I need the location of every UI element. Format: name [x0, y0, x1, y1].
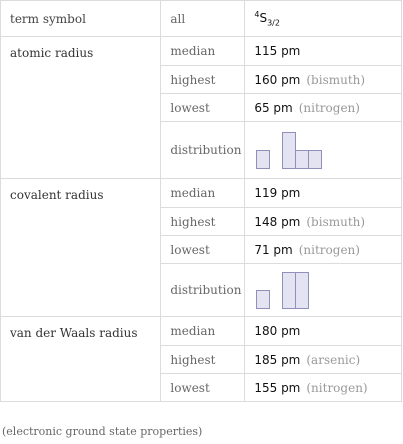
covalent-highest-note: (bismuth) [306, 214, 366, 229]
covalent-highest-label: highest [161, 208, 245, 236]
footer-note: (electronic ground state properties) [2, 425, 203, 438]
atomic-lowest-note: (nitrogen) [298, 100, 360, 115]
covalent-lowest-label: lowest [161, 236, 245, 264]
atomic-distribution-label: distribution [161, 122, 245, 179]
term-symbol-label: term symbol [1, 1, 161, 37]
atomic-lowest-label: lowest [161, 94, 245, 122]
vdw-lowest-cell [245, 374, 402, 402]
covalent-distribution-label: distribution [161, 264, 245, 317]
atomic-histogram-bar [296, 151, 309, 169]
vdw-lowest-label: lowest [161, 374, 245, 402]
covalent-median-value: 119 pm [245, 179, 402, 208]
vdw-lowest-value: 155 pm [254, 380, 301, 395]
atomic-lowest-value: 65 pm [254, 100, 293, 115]
orbital-letter: S [259, 10, 268, 25]
covalent-distribution-cell [245, 264, 402, 317]
multiplicity: 4 [254, 9, 260, 19]
atomic-lowest-cell [245, 94, 402, 122]
atomic-radius-label: atomic radius [1, 37, 161, 179]
atomic-histogram-bar [283, 133, 296, 169]
atomic-distribution-cell [245, 122, 402, 179]
atomic-median-row [1, 37, 402, 66]
covalent-median-row [1, 179, 402, 208]
vdw-highest-cell [245, 346, 402, 374]
vdw-median-label: median [161, 317, 245, 346]
atomic-highest-label: highest [161, 66, 245, 94]
header-row [1, 1, 402, 37]
covalent-distribution-histogram [254, 270, 334, 310]
term-symbol-value [245, 1, 402, 37]
covalent-histogram-bar [283, 273, 296, 309]
vdw-median-row [1, 317, 402, 346]
covalent-median-label: median [161, 179, 245, 208]
covalent-lowest-cell [245, 236, 402, 264]
atomic-highest-value: 160 pm [254, 72, 301, 87]
atomic-median-value: 115 pm [245, 37, 402, 66]
covalent-highest-cell [245, 208, 402, 236]
covalent-histogram-bar [257, 291, 270, 309]
vdw-highest-note: (arsenic) [306, 352, 361, 367]
covalent-histogram-bar [296, 273, 309, 309]
vdw-highest-value: 185 pm [254, 352, 301, 367]
covalent-lowest-note: (nitrogen) [298, 242, 360, 257]
atomic-highest-note: (bismuth) [306, 72, 366, 87]
atomic-histogram-bar [257, 151, 270, 169]
atomic-distribution-histogram [254, 130, 334, 170]
covalent-lowest-value: 71 pm [254, 242, 293, 257]
all-label: all [161, 1, 245, 37]
atomic-highest-cell [245, 66, 402, 94]
vdw-radius-label: van der Waals radius [1, 317, 161, 402]
j-value: 3/2 [267, 18, 280, 28]
vdw-highest-label: highest [161, 346, 245, 374]
vdw-median-value: 180 pm [245, 317, 402, 346]
covalent-radius-label: covalent radius [1, 179, 161, 317]
covalent-highest-value: 148 pm [254, 214, 301, 229]
vdw-lowest-note: (nitrogen) [306, 380, 368, 395]
atomic-histogram-bar [309, 151, 322, 169]
atomic-median-label: median [161, 37, 245, 66]
